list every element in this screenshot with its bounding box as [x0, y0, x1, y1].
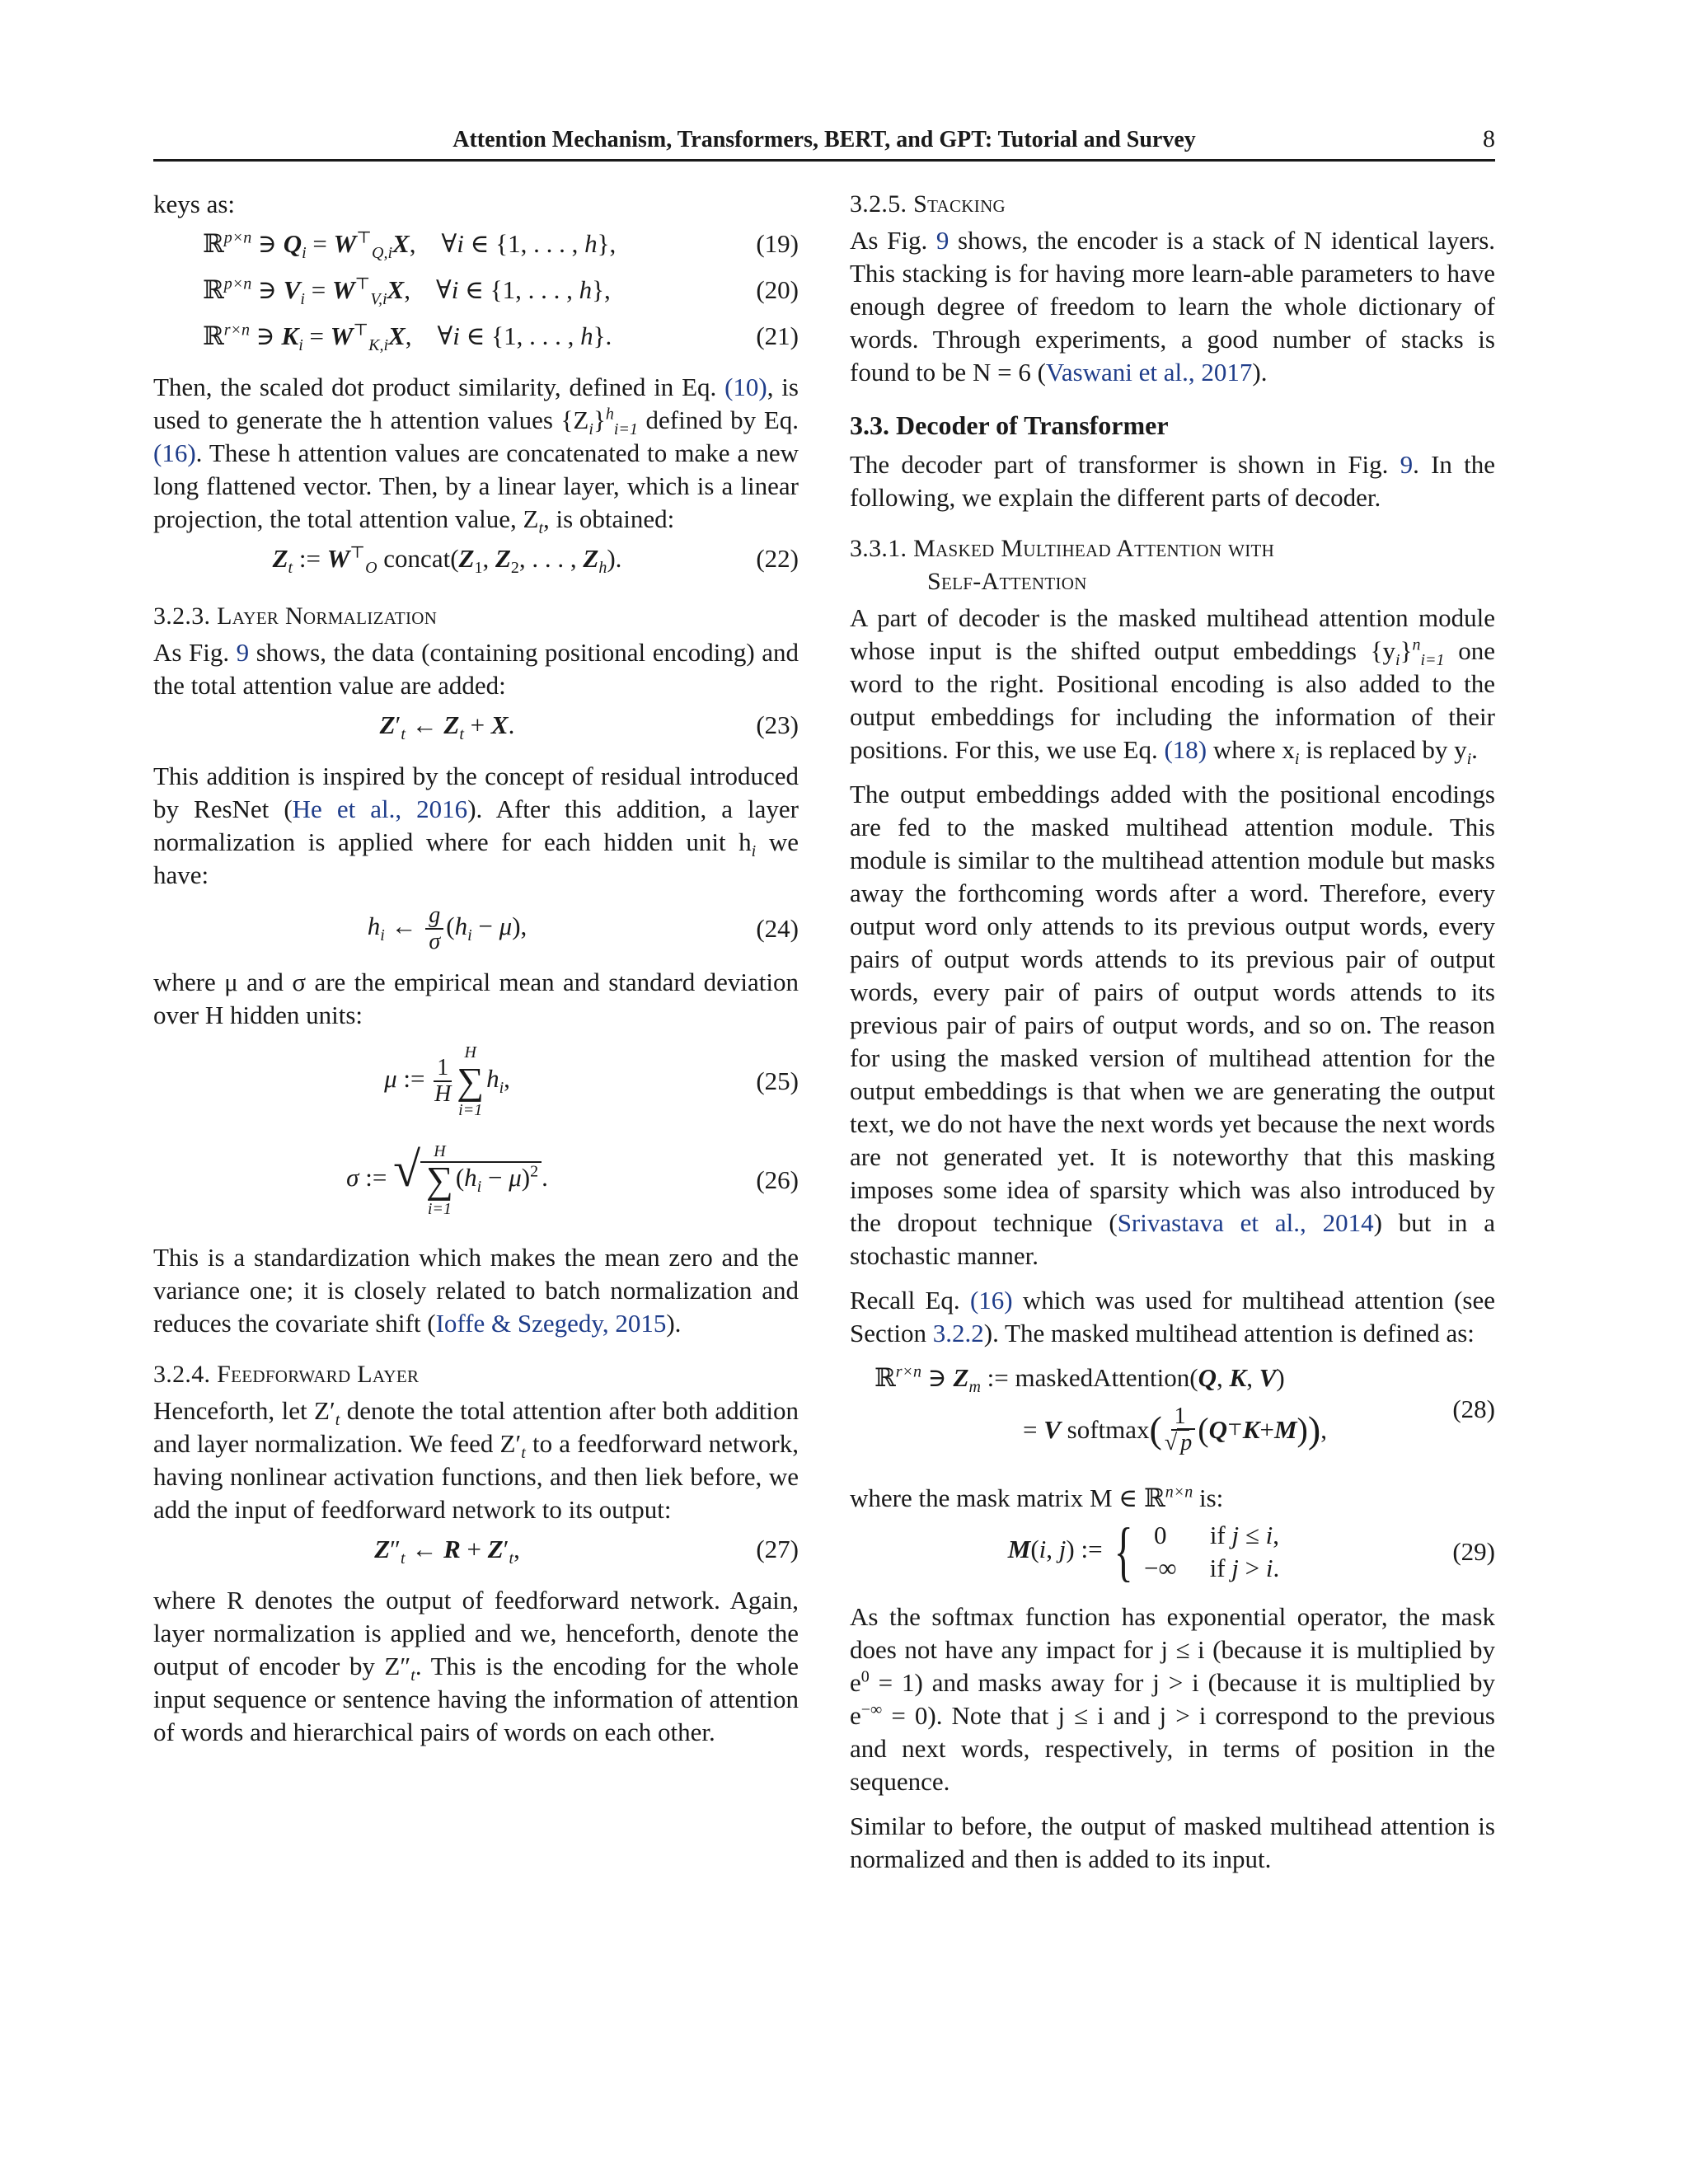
section-heading-3-2-4: 3.2.4. Feedforward Layer [153, 1361, 420, 1388]
paragraph-similar: Similar to before, the output of masked multihead attention is normalized and then is added to its input. [850, 1811, 1495, 1873]
paragraph-layer-norm: As Fig. 9 shows, the data (containing positional encoding) and the total attention value are added: [153, 638, 799, 700]
equation-number: (25) [756, 1066, 799, 1095]
section-heading-3-2-5: 3.2.5. Stacking [850, 190, 1006, 218]
equation-number: (24) [756, 914, 799, 943]
equation-number: (26) [756, 1165, 799, 1194]
paragraph-scaled-dot: Then, the scaled dot product similarity, defined in Eq. (10), is used to generate the h attention values $\{Z_i\}^h_{i=1}$ defined by Eq. (16). These h attention values are concatenated to make a new long flattened vector. Then, by a linear layer, which is a linear projection, the total attention value, $Z_t$, is obtained: [153, 373, 799, 538]
paragraph-mean-std: where μ and σ are the empirical mean and standard deviation over H hidden units: [153, 968, 799, 1029]
paragraph-standardization: This is a standardization which makes the mean zero and the variance one; it is closely related to batch normalization and reduces the covariate shift (Ioffe & Szegedy, 2015). [153, 1243, 799, 1338]
equation-number: (23) [756, 710, 799, 739]
section-heading-3-3: 3.3. Decoder of Transformer [850, 410, 1169, 440]
eq-ref-16[interactable]: (16) [153, 438, 196, 467]
equation-21: ℝ$^{r\times n}$ ∋ $K_i = W^⊤_{K,i}X$, ∀i ∈ {1, . . . , h}. (21) [203, 321, 799, 355]
paragraph-residual: This addition is inspired by the concept of residual introduced by ResNet (He et al., 2016). After this addition, a layer normalization is applied where for each hidden unit $h_i$ we have: [153, 762, 799, 889]
paragraph-recall: Recall Eq. (16) which was used for multihead attention (see Section 3.2.2). The masked multihead attention is defined as: [850, 1286, 1495, 1347]
eq-ref-10[interactable]: (10) [724, 373, 767, 401]
citation-ioffe-2015[interactable]: Ioffe & Szegedy, 2015 [435, 1309, 667, 1338]
paragraph-masked-input: A part of decoder is the masked multihead attention module whose input is the shifted output embeddings $\{y_i\}^n_{i=1}$ one word to the right. Positional encoding is also added to the output embeddings for including the information of their positions. For this, we use Eq. (18) where $x_i$ is replaced by $y_i$. [850, 603, 1495, 769]
equation-number: (20) [756, 275, 799, 304]
section-heading-3-2-3: 3.2.3. Layer Normalization [153, 602, 438, 630]
eq-ref-18[interactable]: (18) [1164, 735, 1207, 764]
page-number: 8 [1483, 125, 1495, 152]
citation-srivastava-2014[interactable]: Srivastava et al., 2014 [1117, 1208, 1374, 1237]
header-title: Attention Mechanism, Transformers, BERT, and GPT: Tutorial and Survey [452, 127, 1196, 152]
fig-ref-9[interactable]: 9 [935, 226, 950, 255]
fig-ref-9[interactable]: 9 [236, 638, 250, 667]
citation-vaswani-2017[interactable]: Vaswani et al., 2017 [1045, 358, 1253, 387]
paragraph-mask-matrix: where the mask matrix M ∈ ℝ$^{n\times n}$ is: [850, 1483, 1224, 1512]
equation-number: (22) [756, 544, 799, 573]
section-ref-3-2-2[interactable]: 3.2.2 [932, 1319, 984, 1347]
citation-he-2016[interactable]: He et al., 2016 [292, 794, 468, 823]
running-header [153, 124, 1495, 162]
paragraph-softmax-mask: As the softmax function has exponential operator, the mask does not have any impact for j ≤ i (because it is multiplied by $e^0 = 1$) and masks away for j > i (because it is multiplied by e−∞ = 0). Note that j ≤ i and j > i correspond to the previous and next words, respectively, in terms of position in the sequence. [850, 1602, 1495, 1796]
equation-22: $Z_t$ := $W^⊤_O$ $concat(Z_1$, $Z_2$, . . . , $Z_h$). (22) [272, 543, 799, 578]
section-heading-3-3-1: 3.3.1. Masked Multihead Attention with Self-Attention [850, 535, 1275, 595]
equation-number: (29) [1452, 1537, 1495, 1566]
equation-20: ℝ$^{p\times n}$ ∋ $V_i = W^⊤_{V,i}X$, ∀i ∈ {1, . . . , h}, (20) [203, 274, 799, 309]
equation-number: (28) [1452, 1394, 1495, 1423]
intro-text: keys as: [153, 190, 236, 218]
equation-23: $Z'_t$ ← $Z_t + X$. (23) [379, 710, 799, 744]
equation-19: ℝ$^{p\times n}$ ∋ $Q_i = W^⊤_{Q,i}X$, ∀i ∈ {1, . . . , h}, (19) [203, 228, 799, 263]
eq-ref-16[interactable]: (16) [969, 1286, 1013, 1315]
equation-26: σ := √ H ∑ i=1 $(h_i - \mu)^2$ . (26) [346, 1142, 799, 1218]
paragraph-stacking: As Fig. 9 shows, the encoder is a stack of N identical layers. This stacking is for having more learn-able parameters to have enough degree of freedom to learn the whole dictionary of words. Through experiments, a good number of stacks is found to be N = 6 (Vaswani et al., 2017). [850, 226, 1496, 387]
fig-ref-9[interactable]: 9 [1400, 450, 1414, 479]
equation-29: M(i, j) := { 0 if j ≤ i, −∞ if j > i. (29) [1007, 1516, 1495, 1588]
right-column [850, 188, 1495, 1876]
paragraph-feedforward: Henceforth, let $Z'_t$ denote the total attention after both addition and layer normalization. We feed $Z'_t$ to a feedforward network, having nonlinear activation functions, and then liek before, we add the input of feedforward network to its output: [153, 1396, 799, 1524]
equation-number: (21) [756, 321, 799, 350]
paragraph-decoder: The decoder part of transformer is shown in Fig. 9. In the following, we explain the different parts of decoder. [850, 450, 1496, 512]
equation-28: ℝ$^{r\times n}$ ∋ $Z_m$ := maskedAttention(Q, K, V) = V softmax ( $\frac{1}{√ p}$ ( Q ⊤ K + M ) ) , (28) [874, 1362, 1495, 1455]
left-column [153, 188, 799, 1749]
paragraph-encoder-output: where R denotes the output of feedforward network. Again, layer normalization is applied and we, henceforth, denote the output of encoder by $Z''_t$. This is the encoding for the whole input sequence or sentence having the information of attention of words and hierarchical pairs of words on each other. [153, 1586, 799, 1746]
equation-27: $Z''_t$ ← $R + Z'_t$, (27) [374, 1535, 799, 1568]
equation-number: (27) [756, 1535, 799, 1563]
equation-24: $h_i$ ← $\frac{g}{\sigma}$ $(h_i - \mu)$, (24) [367, 902, 799, 954]
equation-25: μ := $\frac{1}{H}$ H ∑ i=1 $h_i$, (25) [384, 1043, 799, 1119]
paragraph-output-embeddings: The output embeddings added with the positional encodings are fed to the masked multihead attention module. This module is similar to the multihead attention module but masks away the forthcoming words after a word. Therefore, every output word only attends to its previous output words, every pairs of output words attends to its previous pair of output words, every pair of pairs of output words attends to its previous pair of pairs of output words, and so on. The reason for using the masked version of multihead attention for the output embeddings is that when we are generating the output text, we do not have the next words yet because the next words are not generated yet. It is noteworthy that this masking imposes some idea of sparsity which was also introduced by the dropout technique (Srivastava et al., 2014) but in a stochastic manner. [850, 780, 1495, 1270]
equation-number: (19) [756, 229, 799, 258]
